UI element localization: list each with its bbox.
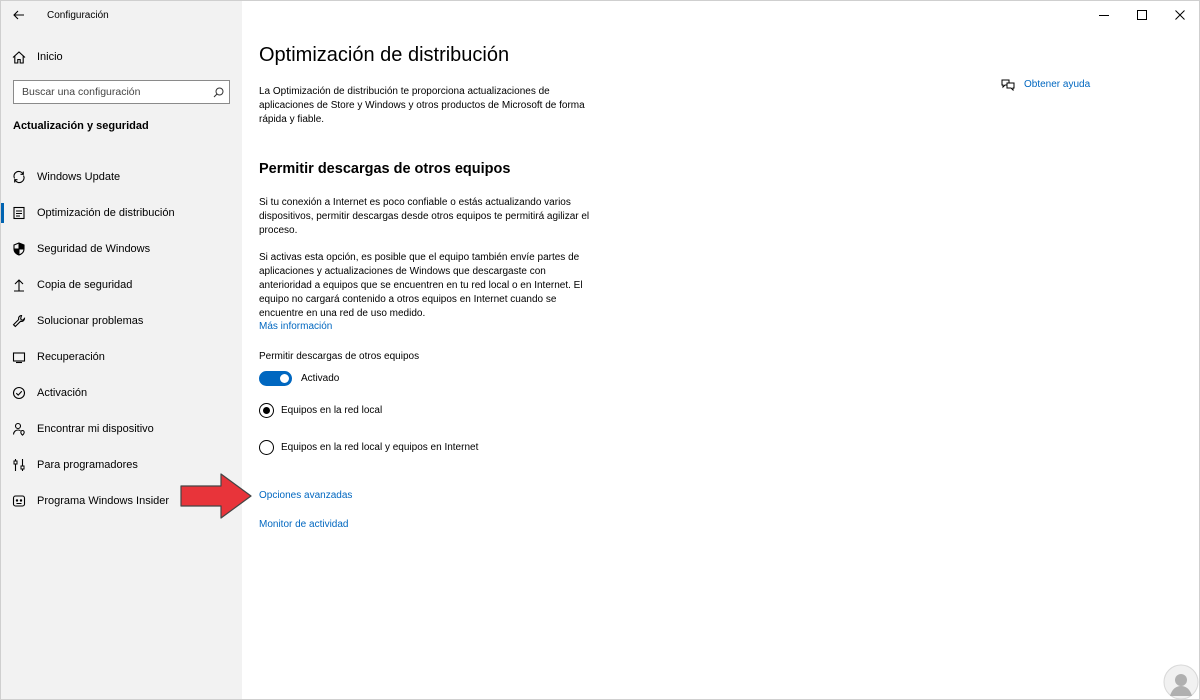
nav-home-label: Inicio xyxy=(37,51,63,63)
activity-monitor-link[interactable]: Monitor de actividad xyxy=(259,519,349,530)
radio-button[interactable] xyxy=(259,403,274,418)
radio-label: Equipos en la red local xyxy=(281,405,383,416)
sidebar-section-header: Actualización y seguridad xyxy=(13,120,149,132)
sidebar-item-label: Para programadores xyxy=(37,459,138,471)
sidebar-item-label: Copia de seguridad xyxy=(37,279,133,291)
sidebar-item-label: Recuperación xyxy=(37,351,105,363)
more-info-link[interactable]: Más información xyxy=(259,321,333,332)
back-arrow-icon xyxy=(13,10,25,20)
help-link-row[interactable] xyxy=(1001,78,1090,91)
check-circle-icon xyxy=(1,386,37,400)
sidebar-item-backup[interactable] xyxy=(1,267,242,303)
sidebar-item-recovery[interactable] xyxy=(1,339,242,375)
insider-icon xyxy=(1,494,37,508)
shield-icon xyxy=(1,242,37,256)
sidebar-item-label: Activación xyxy=(37,387,88,399)
annotation-arrow-icon xyxy=(179,471,253,521)
help-link[interactable]: Obtener ayuda xyxy=(1024,79,1091,90)
recovery-icon xyxy=(1,350,37,364)
person-pin-icon xyxy=(1,422,37,436)
sidebar-item-activation[interactable] xyxy=(1,375,242,411)
radio-label: Equipos en la red local y equipos en Internet xyxy=(281,442,479,453)
search-icon[interactable] xyxy=(207,87,229,98)
toggle-caption: Permitir descargas de otros equipos xyxy=(259,351,420,362)
developer-icon xyxy=(1,458,37,472)
sidebar-item-troubleshoot[interactable] xyxy=(1,303,242,339)
radio-selected-dot xyxy=(263,407,270,414)
radio-local-network[interactable] xyxy=(259,403,382,418)
search-input[interactable] xyxy=(14,81,207,103)
titlebar xyxy=(1,1,242,29)
sidebar-item-delivery-optimization[interactable] xyxy=(1,195,242,231)
toggle-row xyxy=(259,371,339,386)
page-title: Optimización de distribución xyxy=(259,44,510,66)
main-content xyxy=(242,1,1200,700)
watermark-logo-icon xyxy=(1154,654,1199,699)
sync-icon xyxy=(1,170,37,184)
backup-arrow-icon xyxy=(1,278,37,292)
home-icon xyxy=(1,51,37,64)
sidebar-item-label: Windows Update xyxy=(37,171,121,183)
description-paragraph-2: Si activas esta opción, es posible que el equipo también envíe partes de aplicaciones y actualizaciones de Windows que descargaste con anterioridad a equipos que se encuentren en tu red local o en Internet. El equipo no cargará contenido a otros equipos en Internet cuando se encuentre en una red de uso medido. xyxy=(259,252,583,319)
wrench-icon xyxy=(1,314,37,328)
sidebar xyxy=(1,1,242,700)
advanced-options-link[interactable]: Opciones avanzadas xyxy=(259,490,353,501)
help-chat-icon xyxy=(1001,78,1015,91)
sidebar-item-label: Programa Windows Insider xyxy=(37,495,170,507)
toggle-state-label: Activado xyxy=(301,373,340,384)
delivery-optimization-icon xyxy=(1,206,37,220)
nav-home[interactable] xyxy=(1,45,242,69)
sidebar-item-windows-update[interactable] xyxy=(1,159,242,195)
sidebar-item-find-my-device[interactable] xyxy=(1,411,242,447)
sidebar-item-label: Solucionar problemas xyxy=(37,315,144,327)
back-button[interactable] xyxy=(1,1,37,29)
description-paragraph-1: Si tu conexión a Internet es poco confiable o estás actualizando varios dispositivos, permitir descargas desde otros equipos te permitirá agilizar el proceso. xyxy=(259,197,590,236)
sidebar-item-label: Seguridad de Windows xyxy=(37,243,151,255)
section-title: Permitir descargas de otros equipos xyxy=(259,161,511,177)
allow-downloads-toggle[interactable] xyxy=(259,371,292,386)
radio-button[interactable] xyxy=(259,440,274,455)
radio-local-and-internet[interactable] xyxy=(259,440,478,455)
search-box[interactable] xyxy=(13,80,230,104)
sidebar-item-label: Encontrar mi dispositivo xyxy=(37,423,154,435)
toggle-knob xyxy=(280,374,289,383)
sidebar-item-windows-security[interactable] xyxy=(1,231,242,267)
sidebar-item-label: Optimización de distribución xyxy=(37,207,175,219)
intro-text: La Optimización de distribución te proporciona actualizaciones de aplicaciones de Store y Windows y otros productos de Microsoft de forma rápida y fiable. xyxy=(259,86,585,125)
app-title: Configuración xyxy=(47,9,109,21)
nav-list xyxy=(1,159,242,519)
